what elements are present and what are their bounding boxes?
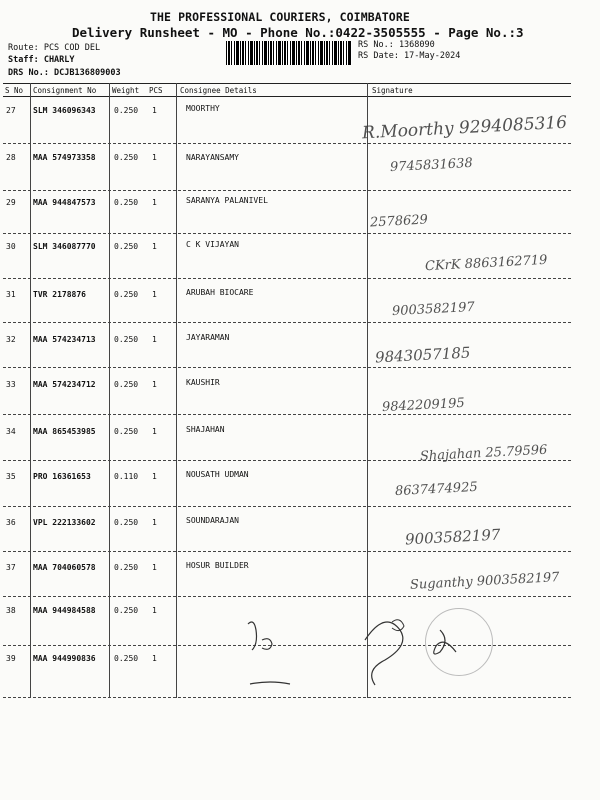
row-consignment: SLM 346096343 bbox=[33, 106, 96, 115]
row-weight: 0.250 bbox=[114, 153, 139, 162]
row-pcs: 1 bbox=[152, 153, 157, 162]
col-header-weight: Weight bbox=[112, 86, 140, 95]
row-weight: 0.250 bbox=[114, 518, 139, 527]
row-consignee: NOUSATH UDMAN bbox=[186, 470, 249, 479]
row-weight: 0.250 bbox=[114, 563, 139, 572]
row-pcs: 1 bbox=[152, 242, 157, 251]
row-consignee: MOORTHY bbox=[186, 104, 220, 113]
row-pcs: 1 bbox=[152, 563, 157, 572]
handwritten-signature: CKrK 8863162719 bbox=[424, 252, 548, 275]
row-weight: 0.250 bbox=[114, 242, 139, 251]
row-consignee: NARAYANSAMY bbox=[186, 153, 239, 162]
row-consignment: MAA 865453985 bbox=[33, 427, 96, 436]
row-weight: 0.250 bbox=[114, 335, 139, 344]
row-weight: 0.250 bbox=[114, 427, 139, 436]
handwritten-signature: R.Moorthy 9294085316 bbox=[361, 112, 568, 144]
row-pcs: 1 bbox=[152, 472, 157, 481]
row-pcs: 1 bbox=[152, 427, 157, 436]
row-sno: 33 bbox=[6, 380, 16, 389]
row-consignee: SOUNDARAJAN bbox=[186, 516, 239, 525]
row-pcs: 1 bbox=[152, 198, 157, 207]
handwritten-signature: 9003582197 bbox=[404, 525, 501, 549]
row-pcs: 1 bbox=[152, 106, 157, 115]
row-sno: 39 bbox=[6, 654, 16, 663]
row-pcs: 1 bbox=[152, 335, 157, 344]
company-title: THE PROFESSIONAL COURIERS, COIMBATORE bbox=[150, 10, 410, 24]
row-consignment: VPL 222133602 bbox=[33, 518, 96, 527]
col-header-sno: S No bbox=[5, 86, 24, 95]
drs-number: DRS No.: DCJB136809003 bbox=[8, 68, 121, 78]
row-consignment: MAA 574234712 bbox=[33, 380, 96, 389]
handwritten-signature: Suganthy 9003582197 bbox=[409, 570, 560, 593]
row-consignee: HOSUR BUILDER bbox=[186, 561, 249, 570]
row-consignment: MAA 944990836 bbox=[33, 654, 96, 663]
row-weight: 0.110 bbox=[114, 472, 139, 481]
row-sno: 38 bbox=[6, 606, 16, 615]
col-header-consignment: Consignment No bbox=[33, 86, 97, 95]
handwritten-signature: Shajahan 25.79596 bbox=[419, 442, 548, 465]
row-consignment: MAA 944984588 bbox=[33, 606, 96, 615]
row-pcs: 1 bbox=[152, 606, 157, 615]
row-sno: 27 bbox=[6, 106, 16, 115]
handwritten-signature: 9745831638 bbox=[389, 155, 474, 176]
row-weight: 0.250 bbox=[114, 606, 139, 615]
row-consignee: KAUSHIR bbox=[186, 378, 220, 387]
row-weight: 0.250 bbox=[114, 380, 139, 389]
row-consignment: TVR 2178876 bbox=[33, 290, 86, 299]
row-consignment: MAA 574973358 bbox=[33, 153, 96, 162]
handwritten-signature: 2578629 bbox=[369, 212, 429, 231]
row-consignee: C K VIJAYAN bbox=[186, 240, 239, 249]
row-pcs: 1 bbox=[152, 518, 157, 527]
row-consignee: JAYARAMAN bbox=[186, 333, 230, 342]
row-sno: 28 bbox=[6, 153, 16, 162]
row-consignment: MAA 944847573 bbox=[33, 198, 96, 207]
row-consignee: SARANYA PALANIVEL bbox=[186, 196, 268, 205]
col-header-consignee: Consignee Details bbox=[180, 86, 257, 95]
runsheet-title: Delivery Runsheet - MO - Phone No.:0422-3505555 - Page No.:3 bbox=[72, 25, 524, 40]
row-consignment: MAA 574234713 bbox=[33, 335, 96, 344]
row-sno: 36 bbox=[6, 518, 16, 527]
staff-info: Staff: CHARLY bbox=[8, 55, 75, 65]
rs-number: RS No.: 1368090 bbox=[358, 40, 435, 50]
row-sno: 37 bbox=[6, 563, 16, 572]
row-consignment: MAA 704060578 bbox=[33, 563, 96, 572]
row-consignee: SHAJAHAN bbox=[186, 425, 225, 434]
row-weight: 0.250 bbox=[114, 654, 139, 663]
col-header-pcs: PCS bbox=[149, 86, 163, 95]
row-consignment: SLM 346087770 bbox=[33, 242, 96, 251]
row-sno: 32 bbox=[6, 335, 16, 344]
rs-date: RS Date: 17-May-2024 bbox=[358, 51, 461, 61]
faded-stamp bbox=[425, 608, 493, 676]
row-sno: 31 bbox=[6, 290, 16, 299]
row-weight: 0.250 bbox=[114, 198, 139, 207]
row-sno: 30 bbox=[6, 242, 16, 251]
row-pcs: 1 bbox=[152, 290, 157, 299]
row-consignee: ARUBAH BIOCARE bbox=[186, 288, 254, 297]
row-weight: 0.250 bbox=[114, 106, 139, 115]
handwritten-signature: 9842209195 bbox=[381, 395, 466, 416]
row-pcs: 1 bbox=[152, 654, 157, 663]
row-sno: 34 bbox=[6, 427, 16, 436]
handwritten-signature: 9003582197 bbox=[391, 299, 476, 320]
row-consignment: PRO 16361653 bbox=[33, 472, 91, 481]
route-info: Route: PCS COD DEL bbox=[8, 43, 101, 53]
handwritten-signature: 8637474925 bbox=[394, 479, 479, 500]
row-sno: 29 bbox=[6, 198, 16, 207]
row-sno: 35 bbox=[6, 472, 16, 481]
handwritten-signature: 9843057185 bbox=[374, 343, 471, 367]
row-pcs: 1 bbox=[152, 380, 157, 389]
row-weight: 0.250 bbox=[114, 290, 139, 299]
col-header-signature: Signature bbox=[372, 86, 413, 95]
